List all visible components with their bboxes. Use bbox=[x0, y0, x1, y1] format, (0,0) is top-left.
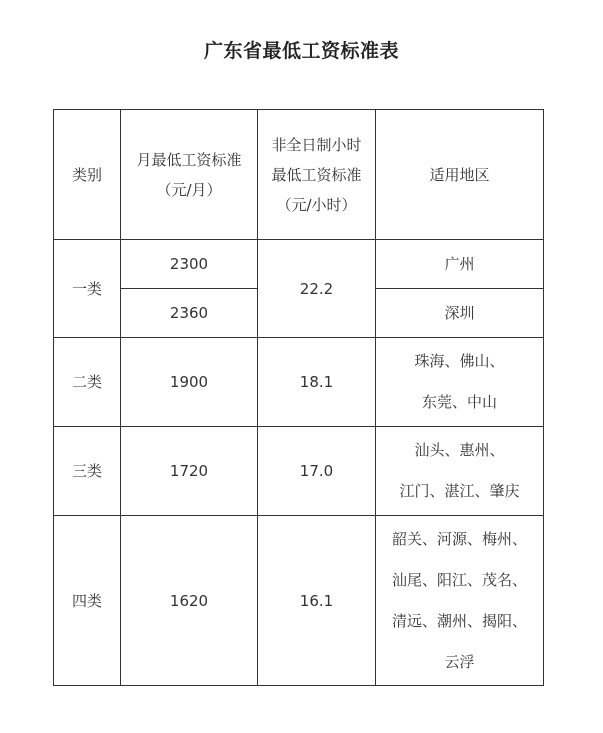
table-header-row bbox=[54, 110, 544, 240]
region-line: 韶关、河源、梅州、 bbox=[391, 529, 527, 548]
header-monthly-line2: （元/月） bbox=[156, 180, 222, 199]
monthly-cell: 2300 bbox=[121, 240, 258, 289]
region-cell bbox=[376, 516, 544, 686]
region-line: 东莞、中山 bbox=[421, 393, 497, 411]
region-line: 清远、潮州、揭阳、 bbox=[391, 611, 527, 630]
minimum-wage-table bbox=[53, 109, 544, 686]
header-regions: 适用地区 bbox=[376, 110, 544, 240]
monthly-cell: 1620 bbox=[121, 516, 258, 686]
region-cell: 广州 bbox=[376, 240, 544, 289]
monthly-cell: 2360 bbox=[121, 289, 258, 338]
region-line: 汕头、惠州、 bbox=[414, 441, 505, 459]
hourly-cell: 22.2 bbox=[258, 240, 376, 338]
region-line: 江门、湛江、肇庆 bbox=[399, 482, 520, 500]
monthly-cell: 1720 bbox=[121, 427, 258, 516]
table-row bbox=[54, 427, 544, 516]
region-cell bbox=[376, 427, 544, 516]
monthly-cell: 1900 bbox=[121, 338, 258, 427]
category-cell: 二类 bbox=[54, 338, 121, 427]
header-hourly-line1: 非全日制小时 bbox=[271, 135, 362, 154]
header-hourly-line2: 最低工资标准 bbox=[271, 165, 362, 184]
hourly-cell: 16.1 bbox=[258, 516, 376, 686]
hourly-cell: 18.1 bbox=[258, 338, 376, 427]
header-monthly-line1: 月最低工资标准 bbox=[136, 150, 242, 169]
header-hourly-line3: （元/小时） bbox=[276, 195, 357, 214]
page-title: 广东省最低工资标准表 bbox=[203, 40, 399, 62]
region-cell: 深圳 bbox=[376, 289, 544, 338]
table-row bbox=[54, 240, 544, 289]
category-cell: 三类 bbox=[54, 427, 121, 516]
header-category: 类别 bbox=[54, 110, 121, 240]
header-monthly bbox=[121, 110, 258, 240]
category-cell: 一类 bbox=[54, 240, 121, 338]
table-row bbox=[54, 338, 544, 427]
region-line: 云浮 bbox=[444, 652, 475, 671]
region-line: 珠海、佛山、 bbox=[414, 352, 505, 370]
region-line: 汕尾、阳江、茂名、 bbox=[391, 570, 527, 589]
category-cell: 四类 bbox=[54, 516, 121, 686]
table-row bbox=[54, 516, 544, 686]
region-cell bbox=[376, 338, 544, 427]
hourly-cell: 17.0 bbox=[258, 427, 376, 516]
header-hourly bbox=[258, 110, 376, 240]
